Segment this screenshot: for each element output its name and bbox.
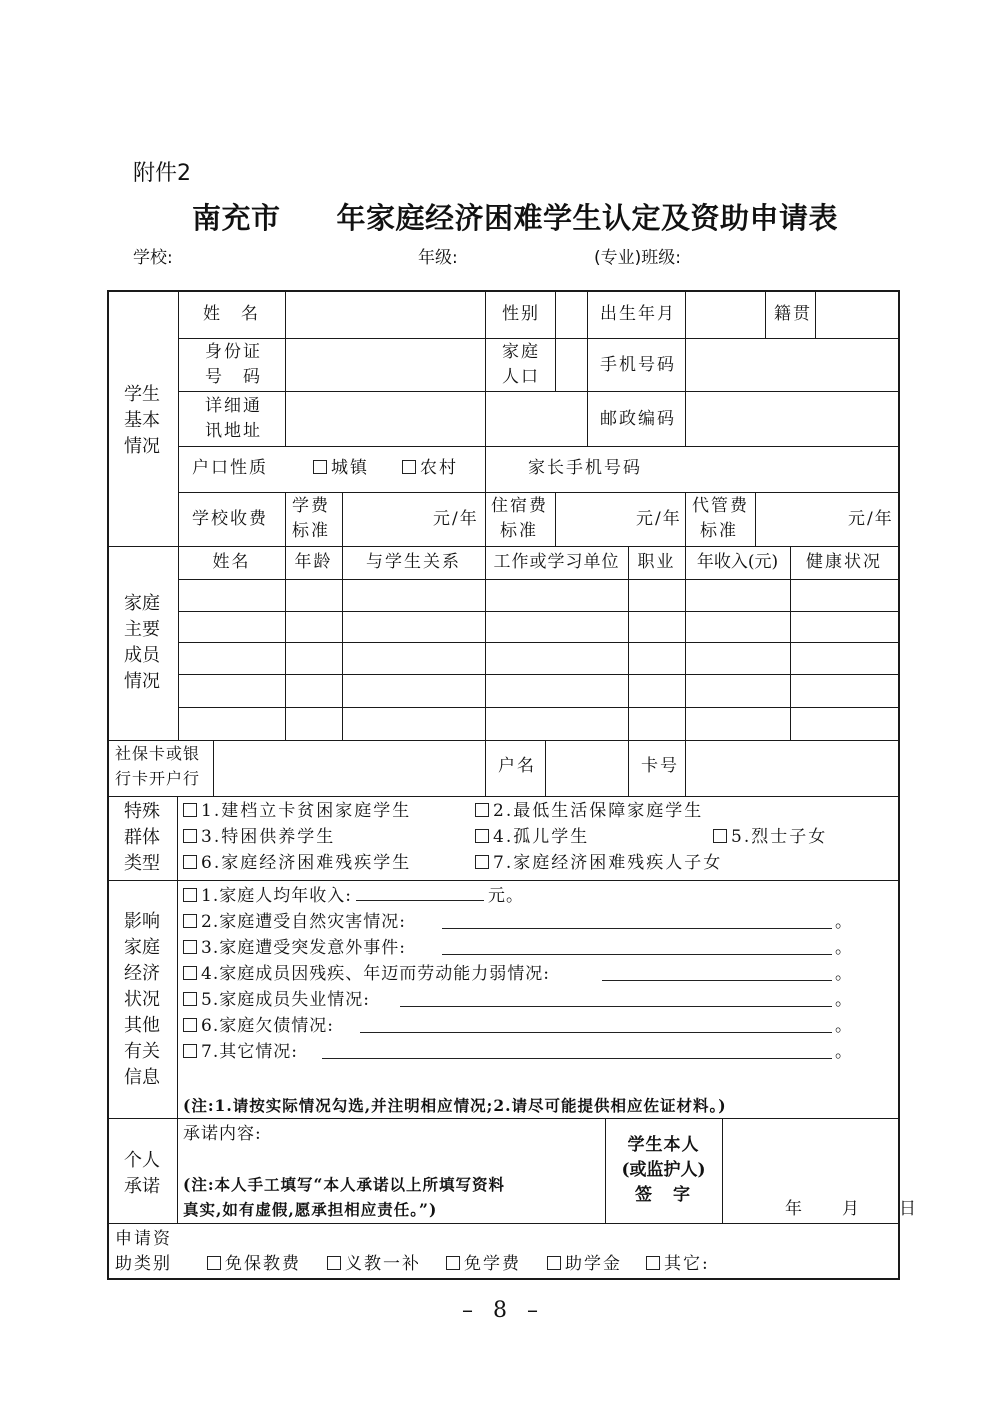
address-label-line2: 讯地址 (205, 421, 262, 441)
title-main: 年家庭经济困难学生认定及资助申请表 (336, 201, 839, 235)
phone-label: 手机号码 (600, 355, 676, 375)
special-option-7[interactable]: 7.家庭经济困难残疾人子女 (475, 852, 722, 876)
postcode-field[interactable] (687, 393, 896, 444)
bank-name-field[interactable] (215, 742, 483, 794)
checkbox-icon[interactable] (475, 803, 489, 817)
pledge-note-line1: (注:本人手工填写“本人承诺以上所填写资料 (183, 1175, 505, 1194)
id-label-line2: 号 码 (205, 367, 262, 387)
pledge-content-label: 承诺内容: (183, 1124, 262, 1144)
gender-label: 性别 (502, 304, 540, 324)
parent-phone-field[interactable] (660, 448, 896, 490)
checkbox-icon[interactable] (446, 1256, 460, 1270)
special-option-6[interactable]: 6.家庭经济困难残疾学生 (183, 852, 411, 876)
factor-1[interactable]: 1.家庭人均年收入: 元。 (183, 885, 524, 909)
family-size-label-line1: 家庭 (502, 342, 540, 362)
name-label: 姓 名 (203, 304, 260, 324)
agent-fee-label-line1: 代管费 (692, 496, 749, 516)
origin-field[interactable] (817, 292, 896, 336)
family-col-relation: 与学生关系 (366, 552, 461, 572)
pledge-note-line2: 真实,如有虚假,愿承担相应责任。”) (183, 1200, 438, 1219)
card-number-field[interactable] (687, 742, 896, 794)
phone-field[interactable] (687, 340, 896, 389)
checkbox-icon[interactable] (402, 460, 416, 474)
factor-2-period: 。 (835, 912, 854, 932)
factor-4-input[interactable] (602, 966, 832, 981)
signature-field[interactable] (724, 1120, 896, 1190)
family-row[interactable] (180, 613, 896, 641)
family-section-label: 家庭 主要 成员 情况 (124, 593, 160, 692)
factor-4[interactable]: 4.家庭成员因残疾、年迈而劳动能力弱情况: (183, 963, 550, 987)
dorm-fee-label-line2: 标准 (500, 521, 538, 541)
checkbox-icon[interactable] (313, 460, 327, 474)
checkbox-icon[interactable] (183, 914, 197, 928)
factor-3[interactable]: 3.家庭遭受突发意外事件: (183, 937, 406, 961)
checkbox-icon[interactable] (327, 1256, 341, 1270)
tuition-label-line1: 学费 (292, 496, 330, 516)
factor-4-period: 。 (835, 964, 854, 984)
dorm-fee-label-line1: 住宿费 (491, 496, 548, 516)
factor-3-input[interactable] (442, 940, 832, 955)
factor-7[interactable]: 7.其它情况: (183, 1041, 298, 1065)
factor-5-input[interactable] (400, 992, 832, 1007)
family-col-occupation: 职业 (637, 552, 676, 572)
tuition-unit: 元/年 (433, 509, 479, 529)
account-holder-field[interactable] (547, 742, 626, 794)
bank-label-line1: 社保卡或银 (115, 744, 201, 763)
id-label-line1: 身份证 (205, 342, 262, 362)
signer-label-line2: (或监护人) (621, 1160, 706, 1180)
checkbox-icon[interactable] (646, 1256, 660, 1270)
checkbox-icon[interactable] (183, 1018, 197, 1032)
factor-3-period: 。 (835, 938, 854, 958)
apply-option-tuition-free[interactable]: 免学费 (446, 1253, 521, 1277)
factors-section-label: 影响 家庭 经济 状况 其他 有关 信息 (124, 911, 160, 1088)
address-label-line1: 详细通 (205, 396, 262, 416)
apply-label-line2: 助类别 (115, 1254, 172, 1274)
agent-fee-label-line2: 标准 (700, 521, 738, 541)
factor-5-period: 。 (835, 990, 854, 1010)
name-field[interactable] (287, 292, 483, 336)
birth-label: 出生年月 (600, 304, 676, 324)
signer-label-line1: 学生本人 (627, 1135, 700, 1155)
special-option-3[interactable]: 3.特困供养学生 (183, 826, 335, 850)
agent-fee-unit: 元/年 (848, 509, 894, 529)
bank-label-line2: 行卡开户行 (115, 769, 201, 788)
special-option-1[interactable]: 1.建档立卡贫困家庭学生 (183, 800, 411, 824)
checkbox-icon[interactable] (183, 966, 197, 980)
page-number: – 8 – (462, 1298, 538, 1323)
id-number-field[interactable] (287, 340, 483, 389)
factor-6[interactable]: 6.家庭欠债情况: (183, 1015, 334, 1039)
checkbox-icon[interactable] (713, 829, 727, 843)
attachment-label: 附件2 (133, 161, 191, 186)
school-label: 学校: (133, 248, 173, 268)
factor-1-input[interactable] (356, 886, 484, 901)
family-col-health: 健康状况 (806, 552, 882, 572)
apply-option-preschool[interactable]: 免保教费 (207, 1253, 301, 1277)
apply-option-grant[interactable]: 助学金 (547, 1253, 622, 1277)
signer-label-line3: 签 字 (635, 1185, 692, 1205)
apply-option-other[interactable]: 其它: (646, 1253, 710, 1277)
hukou-option-urban[interactable]: 城镇 (313, 457, 369, 481)
account-holder-label: 户名 (498, 756, 536, 776)
factors-note: (注:1.请按实际情况勾选,并注明相应情况;2.请尽可能提供相应佐证材料。) (183, 1096, 727, 1115)
family-col-income: 年收入(元) (696, 552, 779, 572)
factor-7-input[interactable] (322, 1044, 832, 1059)
grade-label: 年级: (418, 248, 458, 268)
address-field[interactable] (287, 393, 585, 444)
checkbox-icon[interactable] (183, 940, 197, 954)
factor-6-input[interactable] (360, 1018, 832, 1033)
family-col-name: 姓名 (212, 552, 251, 572)
special-option-2[interactable]: 2.最低生活保障家庭学生 (475, 800, 703, 824)
hukou-label: 户口性质 (192, 458, 268, 478)
sign-date: 年 月 日 (785, 1199, 918, 1219)
hukou-option-rural[interactable]: 农村 (402, 457, 458, 481)
family-col-workplace: 工作或学习单位 (493, 552, 620, 572)
title-city: 南充市 (192, 201, 281, 235)
special-option-4[interactable]: 4.孤儿学生 (475, 826, 589, 850)
factor-6-period: 。 (835, 1016, 854, 1036)
checkbox-icon[interactable] (183, 992, 197, 1006)
family-row[interactable] (180, 676, 896, 705)
class-label: (专业)班级: (594, 248, 681, 268)
tuition-label-line2: 标准 (292, 521, 330, 541)
checkbox-icon[interactable] (183, 888, 197, 902)
checkbox-icon[interactable] (475, 855, 489, 869)
parent-phone-label: 家长手机号码 (528, 458, 642, 478)
checkbox-icon[interactable] (183, 1044, 197, 1058)
factor-2[interactable]: 2.家庭遭受自然灾害情况: (183, 911, 406, 935)
factor-5[interactable]: 5.家庭成员失业情况: (183, 989, 370, 1013)
school-fee-label: 学校收费 (192, 509, 268, 529)
card-number-label: 卡号 (641, 756, 679, 776)
special-section-label: 特殊 群体 类型 (124, 801, 160, 874)
birth-field[interactable] (687, 292, 763, 336)
special-option-5[interactable]: 5.烈士子女 (713, 826, 827, 850)
apply-option-compulsory[interactable]: 义教一补 (327, 1253, 421, 1277)
family-row[interactable] (180, 709, 896, 738)
factor-7-period: 。 (835, 1042, 854, 1062)
gender-field[interactable] (557, 292, 585, 336)
pledge-section-label: 个人 承诺 (124, 1150, 160, 1197)
family-row[interactable] (180, 644, 896, 672)
checkbox-icon[interactable] (207, 1256, 221, 1270)
pledge-content-field[interactable] (180, 1146, 602, 1170)
apply-label-line1: 申请资 (115, 1229, 172, 1249)
family-size-label-line2: 人口 (502, 367, 540, 387)
family-col-age: 年龄 (294, 552, 333, 572)
checkbox-icon[interactable] (183, 855, 197, 869)
origin-label: 籍贯 (774, 304, 812, 324)
factor-2-input[interactable] (442, 914, 832, 929)
dorm-fee-unit: 元/年 (636, 509, 682, 529)
family-row[interactable] (180, 581, 896, 609)
checkbox-icon[interactable] (475, 829, 489, 843)
postcode-label: 邮政编码 (600, 409, 676, 429)
checkbox-icon[interactable] (183, 829, 197, 843)
checkbox-icon[interactable] (183, 803, 197, 817)
basic-section-label: 学生 基本 情况 (124, 384, 160, 457)
checkbox-icon[interactable] (547, 1256, 561, 1270)
